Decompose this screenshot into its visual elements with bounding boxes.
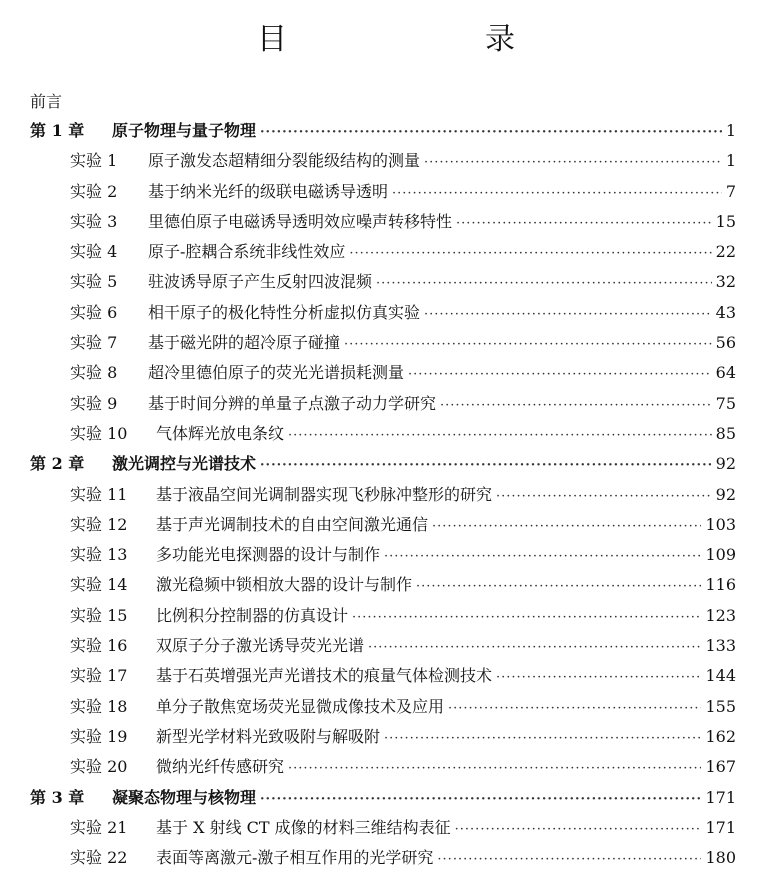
experiment-number: 实验 17 (70, 666, 128, 686)
experiment-number: 实验 16 (70, 636, 128, 656)
experiment-title: 基于液晶空间光调制器实现飞秒脉冲整形的研究 (156, 484, 493, 504)
toc-entry-row[interactable] (0, 480, 772, 510)
dot-leader (456, 209, 712, 239)
dot-leader (437, 845, 701, 875)
experiment-number: 实验 12 (70, 514, 128, 534)
dot-leader (496, 663, 701, 693)
experiment-number: 实验 8 (70, 363, 118, 383)
page-number: 133 (705, 636, 736, 656)
experiment-number: 实验 1 (70, 151, 118, 171)
toc-entry-row[interactable] (0, 389, 772, 419)
chapter-title: 原子物理与量子物理 (112, 121, 257, 140)
page-number: 43 (715, 302, 736, 322)
dot-leader (349, 239, 711, 269)
experiment-title: 原子-腔耦合系统非线性效应 (148, 242, 346, 262)
experiment-number: 实验 5 (70, 272, 118, 292)
experiment-number: 实验 22 (70, 848, 128, 868)
experiment-title: 多功能光电探测器的设计与制作 (156, 545, 381, 565)
experiment-number: 实验 2 (70, 181, 118, 201)
experiment-title: 基于石英增强光声光谱技术的痕量气体检测技术 (156, 666, 493, 686)
dot-leader (260, 118, 722, 148)
dot-leader (392, 179, 722, 209)
experiment-number: 实验 9 (70, 393, 118, 413)
toc-entry-row[interactable] (0, 267, 772, 297)
dot-leader (424, 148, 722, 178)
experiment-title: 气体辉光放电条纹 (156, 423, 285, 443)
experiment-title: 微纳光纤传感研究 (156, 757, 285, 777)
page-number: 85 (715, 423, 736, 443)
dot-leader (288, 421, 712, 451)
experiment-title: 基于磁光阱的超冷原子碰撞 (148, 333, 341, 353)
toc-entry-row[interactable] (0, 328, 772, 358)
chapter-number: 第 2 章 (30, 454, 85, 474)
toc-entry-row[interactable] (0, 570, 772, 600)
page-number: 1 (725, 151, 736, 171)
experiment-number: 实验 7 (70, 333, 118, 353)
experiment-title: 基于纳米光纤的级联电磁诱导透明 (148, 181, 389, 201)
toc-list (0, 116, 772, 873)
toc-chapter-row[interactable] (0, 449, 772, 479)
toc-entry-row[interactable] (0, 843, 772, 873)
experiment-title: 驻波诱导原子产生反射四波混频 (148, 272, 373, 292)
dot-leader (455, 815, 702, 845)
page-number: 167 (705, 757, 736, 777)
experiment-number: 实验 3 (70, 211, 118, 231)
experiment-title: 基于声光调制技术的自由空间激光通信 (156, 514, 429, 534)
toc-chapter-row[interactable] (0, 116, 772, 146)
toc-entry-row[interactable] (0, 298, 772, 328)
page-number: 92 (715, 484, 736, 504)
page-number: 144 (705, 666, 736, 686)
experiment-number: 实验 14 (70, 575, 128, 595)
page-number: 116 (705, 575, 736, 595)
dot-leader (408, 360, 712, 390)
dot-leader (448, 694, 701, 724)
experiment-title: 基于 X 射线 CT 成像的材料三维结构表征 (156, 817, 451, 837)
dot-leader (384, 724, 701, 754)
toc-entry-row[interactable] (0, 661, 772, 691)
experiment-number: 实验 19 (70, 726, 128, 746)
experiment-number: 实验 20 (70, 757, 128, 777)
page-number: 162 (705, 726, 736, 746)
dot-leader (344, 330, 712, 360)
toc-entry-row[interactable] (0, 177, 772, 207)
toc-entry-row[interactable] (0, 207, 772, 237)
page-number: 171 (705, 817, 736, 837)
dot-leader (432, 512, 701, 542)
page-number: 64 (715, 363, 736, 383)
chapter-title: 凝聚态物理与核物理 (112, 787, 257, 807)
chapter-title: 激光调控与光谱技术 (112, 454, 257, 474)
dot-leader (368, 633, 701, 663)
dot-leader (288, 754, 701, 784)
experiment-number: 实验 15 (70, 605, 128, 625)
dot-leader (416, 572, 701, 602)
dot-leader (352, 603, 701, 633)
toc-entry-row[interactable] (0, 358, 772, 388)
experiment-title: 相干原子的极化特性分析虚拟仿真实验 (148, 302, 421, 322)
toc-preface: 前言 (30, 92, 63, 111)
experiment-title: 基于时间分辨的单量子点激子动力学研究 (148, 393, 437, 413)
experiment-number: 实验 21 (70, 817, 128, 837)
toc-entry-row[interactable] (0, 540, 772, 570)
experiment-number: 实验 4 (70, 242, 118, 262)
dot-leader (424, 300, 712, 330)
experiment-number: 实验 13 (70, 545, 128, 565)
page-number: 1 (725, 121, 736, 140)
dot-leader (496, 482, 712, 512)
experiment-number: 实验 6 (70, 302, 118, 322)
experiment-number: 实验 18 (70, 696, 128, 716)
page-number: 123 (705, 605, 736, 625)
toc-entry-row[interactable] (0, 631, 772, 661)
toc-entry-row[interactable] (0, 722, 772, 752)
page-number: 32 (715, 272, 736, 292)
experiment-title: 原子激发态超精细分裂能级结构的测量 (148, 151, 421, 171)
toc-entry-row[interactable] (0, 813, 772, 843)
dot-leader (440, 391, 712, 421)
experiment-title: 双原子分子激光诱导荧光光谱 (156, 636, 365, 656)
experiment-number: 实验 11 (70, 484, 128, 504)
toc-entry-row[interactable] (0, 419, 772, 449)
toc-entry-row[interactable] (0, 510, 772, 540)
page-number: 103 (705, 514, 736, 534)
experiment-title: 超冷里德伯原子的荧光光谱损耗测量 (148, 363, 405, 383)
toc-chapter-row[interactable] (0, 783, 772, 813)
toc-entry-row[interactable] (0, 237, 772, 267)
page-number: 180 (705, 848, 736, 868)
toc-entry-row[interactable] (0, 146, 772, 176)
dot-leader (260, 785, 701, 815)
experiment-title: 里德伯原子电磁诱导透明效应噪声转移特性 (148, 211, 453, 231)
page-number: 7 (725, 181, 736, 201)
toc-entry-row[interactable] (0, 601, 772, 631)
chapter-number: 第 1 章 (30, 121, 85, 140)
dot-leader (384, 542, 701, 572)
page-number: 56 (715, 333, 736, 353)
experiment-title: 激光稳频中锁相放大器的设计与制作 (156, 575, 413, 595)
chapter-number: 第 3 章 (30, 787, 85, 807)
page-number: 171 (705, 787, 736, 807)
page-number: 92 (715, 454, 736, 474)
experiment-title: 表面等离激元-激子相互作用的光学研究 (156, 848, 434, 868)
dot-leader (260, 451, 712, 481)
dot-leader (376, 269, 712, 299)
page-number: 15 (715, 211, 736, 231)
experiment-title: 新型光学材料光致吸附与解吸附 (156, 726, 381, 746)
page-number: 109 (705, 545, 736, 565)
page-number: 75 (715, 393, 736, 413)
page-number: 22 (715, 242, 736, 262)
experiment-number: 实验 10 (70, 423, 128, 443)
experiment-title: 比例积分控制器的仿真设计 (156, 605, 349, 625)
page-number: 155 (705, 696, 736, 716)
toc-entry-row[interactable] (0, 752, 772, 782)
experiment-title: 单分子散焦宽场荧光显微成像技术及应用 (156, 696, 445, 716)
toc-entry-row[interactable] (0, 692, 772, 722)
page-title: 目 录 (257, 22, 561, 57)
